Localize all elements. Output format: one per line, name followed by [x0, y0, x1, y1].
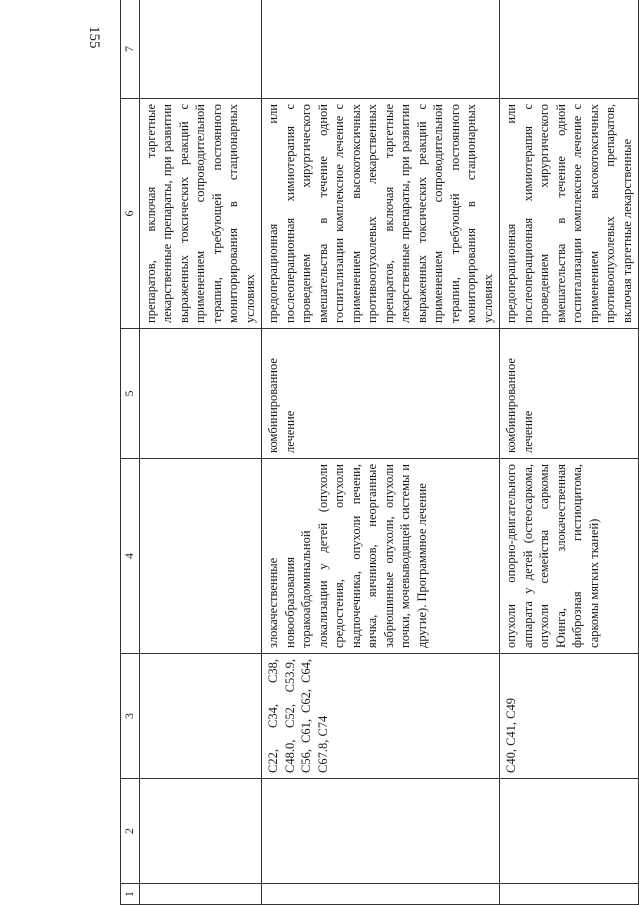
- column-header-3: 3: [121, 654, 140, 779]
- cell-treatment-type: комбинированное лечение: [262, 329, 500, 459]
- cell-col2: [262, 779, 500, 884]
- cell-diagnosis: [139, 459, 262, 654]
- cell-treatment-method: [500, 99, 639, 329]
- diagnosis-text: опухоли опорно-двигательного аппарата у детей (остеосаркома, опухоли семейства саркомы Юинга, злокачественная фиброзная гистиоцитома, саркомы мягких тканей): [504, 464, 601, 648]
- page-number: 155: [86, 25, 102, 49]
- cell-col7: [500, 0, 639, 99]
- cell-col1: [500, 884, 639, 905]
- table-row: [262, 0, 500, 905]
- cell-diagnosis: [262, 459, 500, 654]
- table-row: [500, 0, 639, 905]
- cell-treatment-type: комбинированное лечение: [500, 329, 639, 459]
- column-header-7: 7: [121, 0, 140, 99]
- diagnosis-text: злокачественные новообразования торакоабдоминальной локализации у детей (опухоли средостения, опухоли надпочечника, опухоли печени, яичка, яичников, неорганные забрюшинные опухоли, опухоли почки, мочевыводящей системы и другие). Программное лечение: [266, 464, 429, 648]
- column-header-4: 4: [121, 459, 140, 654]
- cell-treatment-method: [139, 99, 262, 329]
- cell-treatment-type: [139, 329, 262, 459]
- column-header-5: 5: [121, 329, 140, 459]
- treatment-method-text: предоперационная или послеоперационная химиотерапия с проведением хирургического вмешательства в течение одной госпитализации комплексное лечение с применением высокотоксичных противоопухолевых препаратов, включая таргетные лекарственные: [504, 104, 634, 323]
- header-row: [121, 0, 140, 905]
- column-header-6: 6: [121, 99, 140, 329]
- cell-col7: [139, 0, 262, 99]
- treatment-method-text: предоперационная или послеоперационная химиотерапия с проведением хирургического вмешательства в течение одной госпитализации комплексное лечение с применением высокотоксичных противоопухолевых лекарственных препаратов, включая таргетные лекарственные препараты, при развитии выраженных токсических реакций с применением сопроводительной терапии, требующей постоянного мониторирования в стационарных условиях: [266, 104, 495, 323]
- column-header-2: 2: [121, 779, 140, 884]
- cell-col7: [262, 0, 500, 99]
- cell-icd-codes: [139, 654, 262, 779]
- cell-icd-codes: [262, 654, 500, 779]
- services-table: [120, 0, 639, 905]
- table-row: [139, 0, 262, 905]
- rotated-table-sheet: [120, 0, 639, 905]
- cell-treatment-method: [262, 99, 500, 329]
- icd-codes-text: C22, C34, C38, C48.0, C52, C53.9, C56, C61, C62, C64, C67.8, C74: [266, 659, 330, 773]
- treatment-method-text: препаратов, включая таргетные лекарственные препараты, при развитии выраженных токсических реакций с применением сопроводительной терапии, требующей постоянного мониторирования в стационарных условиях: [143, 104, 257, 323]
- icd-codes-text: C40, C41, C49: [504, 697, 519, 773]
- cell-col2: [139, 779, 262, 884]
- column-header-1: 1: [121, 884, 140, 905]
- cell-diagnosis: [500, 459, 639, 654]
- cell-col1: [139, 884, 262, 905]
- cell-col1: [262, 884, 500, 905]
- cell-icd-codes: [500, 654, 639, 779]
- cell-col2: [500, 779, 639, 884]
